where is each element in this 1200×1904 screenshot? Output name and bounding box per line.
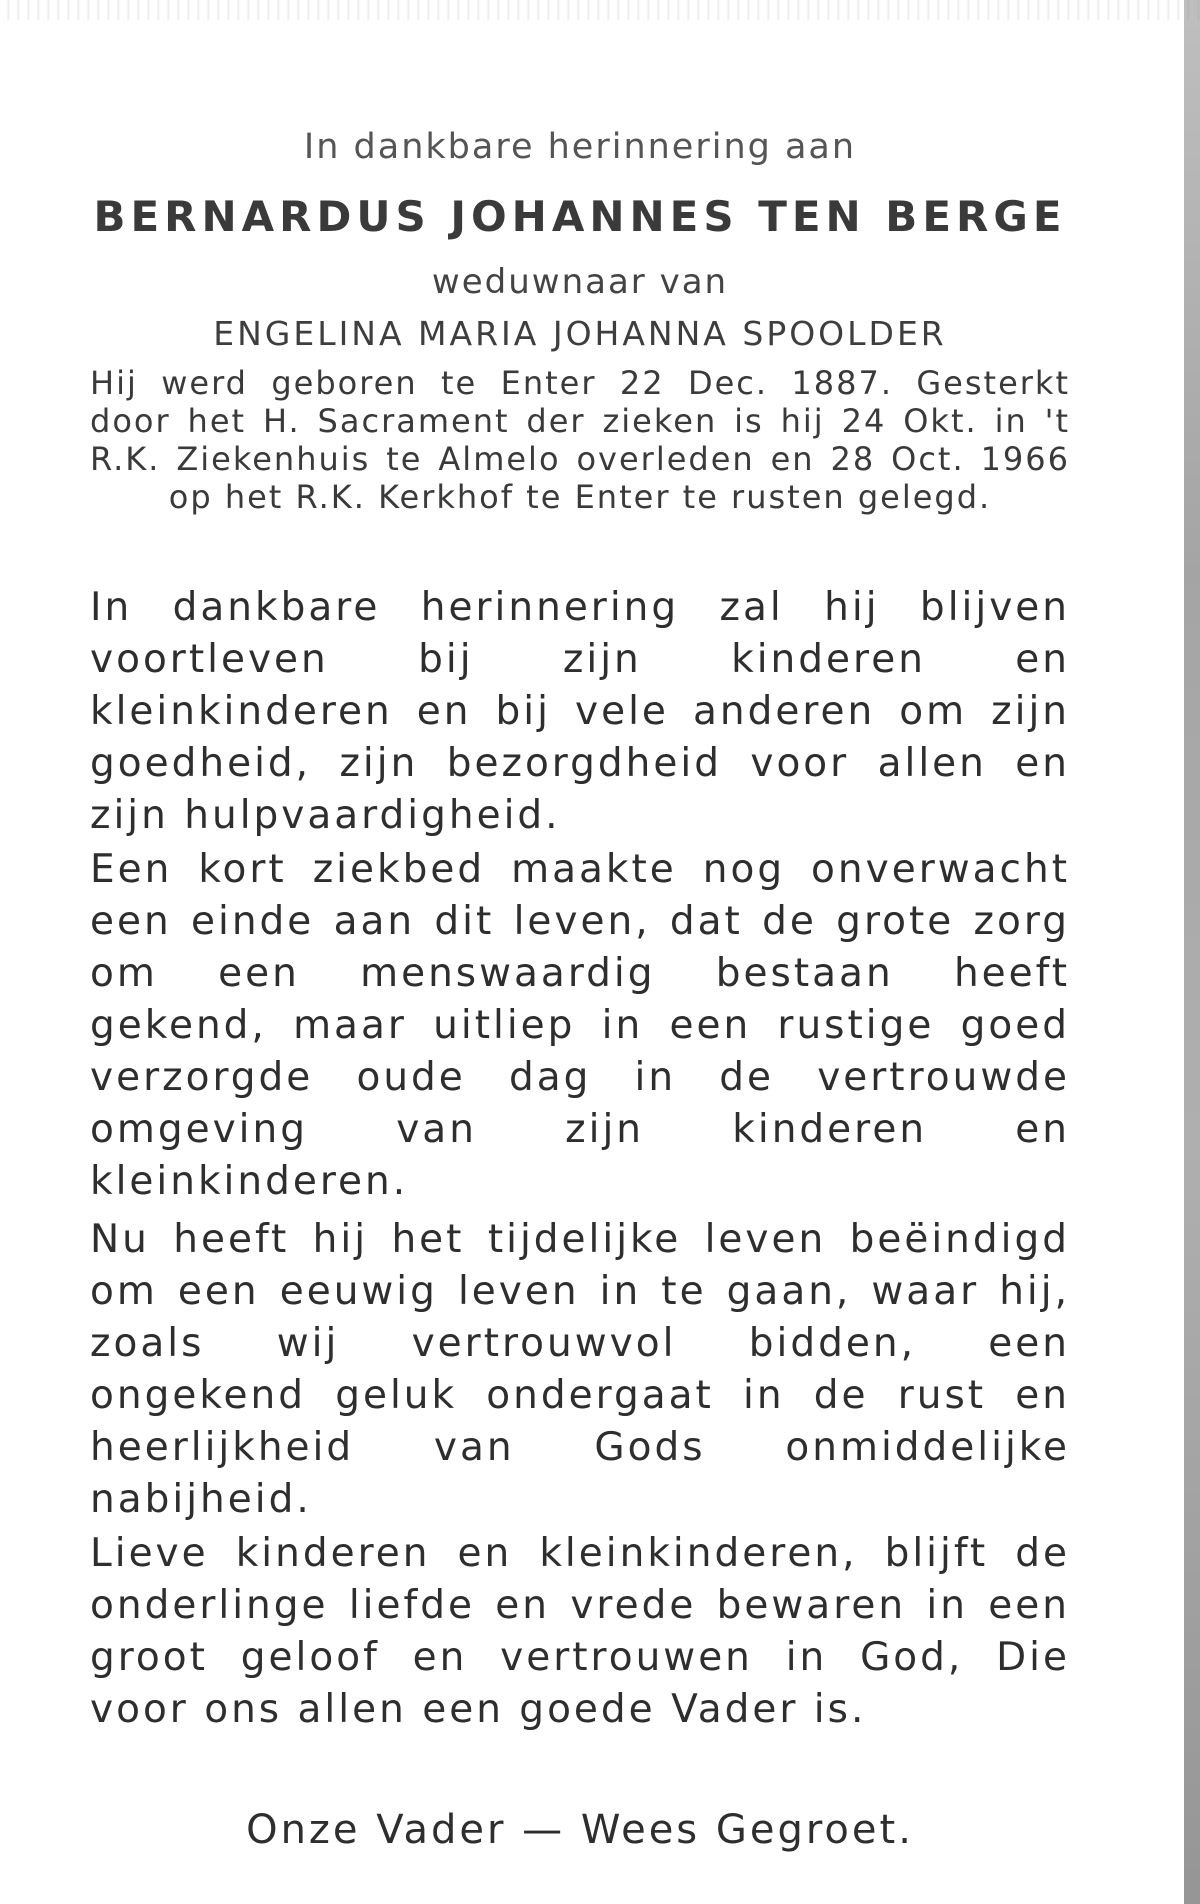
- closing-prayer: Onze Vader — Wees Gegroet.: [246, 1807, 914, 1853]
- spouse-name: ENGELINA MARIA JOHANNA SPOOLDER: [213, 314, 947, 353]
- intro-line: In dankbare herinnering aan: [303, 127, 857, 167]
- memorial-paragraph-2: Een kort ziekbed maakte nog onverwacht een einde aan dit leven, dat de grote zorg om een menswaardig bestaan heeft gekend, maar uitliep in een rustige goed verzorgde oude dag in de vertrouwde omgeving van zijn kinderen en kleinkinderen.: [90, 847, 1070, 1204]
- memorial-paragraph-3: Nu heeft hij het tijdelijke leven beëindigd om een eeuwig leven in te gaan, waar hij, zoals wij vertrouwvol bidden, een ongekend geluk ondergaat in de rust en heerlijkheid van Gods onmiddelijke nabijheid.: [90, 1217, 1070, 1522]
- memorial-paragraph-1: In dankbare herinnering zal hij blijven voortleven bij zijn kinderen en kleinkinderen en bij vele anderen om zijn goedheid, zijn bezorgdheid voor allen en zijn hulpvaardigheid.: [90, 585, 1070, 838]
- scan-right-edge: [1184, 0, 1200, 1904]
- memorial-card: [90, 120, 1070, 1880]
- scan-top-edge: [0, 0, 1200, 20]
- memorial-paragraph-4: Lieve kinderen en kleinkinderen, blijft de onderlinge liefde en vrede bewaren in een groot geloof en vertrouwen in God, Die voor ons allen een goede Vader is.: [90, 1531, 1070, 1732]
- biography-paragraph: Hij werd geboren te Enter 22 Dec. 1887. Gesterkt door het H. Sacrament der zieken is hij 24 Okt. in 't R.K. Ziekenhuis te Almelo overleden en 28 Oct. 1966 op het R.K. Kerkhof te Enter te rusten gelegd.: [90, 364, 1070, 516]
- relation-line: weduwnaar van: [431, 262, 729, 302]
- deceased-name: BERNARDUS JOHANNES TEN BERGE: [93, 192, 1067, 241]
